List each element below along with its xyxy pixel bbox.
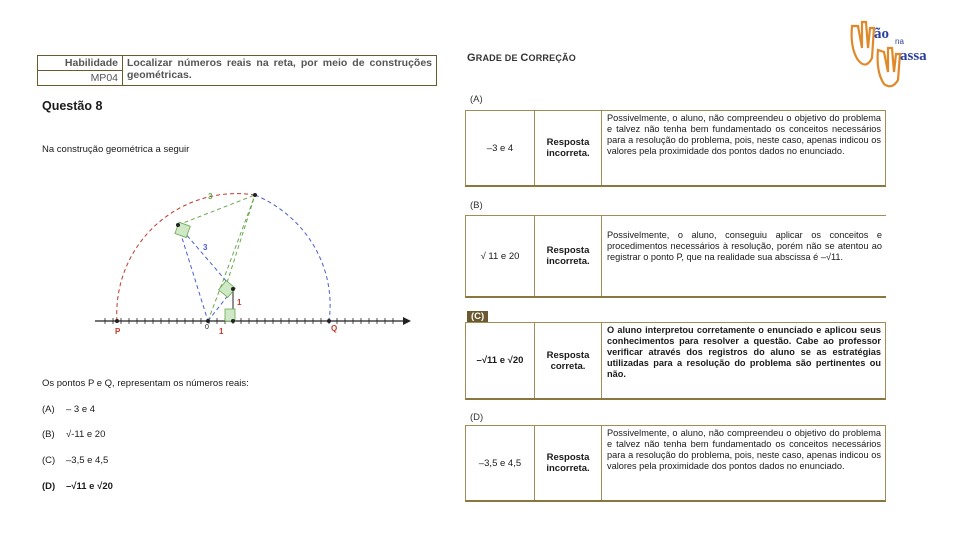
grade-letter-b: (B) — [470, 200, 483, 211]
option-d-text: –√11 e √20 — [66, 481, 113, 492]
habilidade-label: Habilidade — [38, 56, 123, 71]
option-d-label: (D) — [42, 481, 56, 492]
hand-icon-top — [852, 22, 874, 65]
point-upper-left — [176, 223, 180, 227]
grade-letter-a: (A) — [470, 94, 483, 105]
grade-row-b-verdict: Resposta incorreta. — [535, 216, 602, 296]
arc-right — [255, 195, 330, 321]
grade-row-b-comment: Possivelmente, o aluno, conseguiu aplicar os conceitos e procedimentos necessários à resolução, porém não se atentou ao registrar o ponto P, que na realidade sua abscissa é –√11. — [607, 230, 882, 262]
grade-row-a-comment: Possivelmente, o aluno, não compreendeu o objetivo do problema e talvez não tenha bem fundamentado os conceitos necessários para a resolução do problema, pois, neste caso, apenas indicou os valores pela proximidade dos pontos dados no enunciado. — [607, 113, 881, 156]
grade-row-d-verdict: Resposta incorreta. — [535, 426, 602, 500]
grade-row-b — [465, 215, 886, 298]
point-Q — [327, 319, 331, 323]
label-one-right: 1 — [237, 298, 242, 307]
label-three-top: 3 — [208, 192, 213, 201]
point-zero — [206, 319, 210, 323]
arc-left — [117, 194, 255, 321]
grade-row-c — [465, 322, 886, 400]
habilidade-table — [37, 55, 437, 86]
label-three-mid: 3 — [203, 243, 208, 252]
svg-text:assa: assa — [900, 48, 927, 64]
grade-row-c-comment: O aluno interpretou corretamente o enunciado e aplicou seus conhecimentos para resolver a questão. Cabe ao professor verificar através dos registros do aluno se as estratégias utilizadas para a resolução do problema são pertinentes ou não. — [607, 325, 881, 379]
grade-row-d-answer: –3,5 e 4,5 — [466, 426, 535, 500]
option-a[interactable] — [42, 404, 95, 415]
point-one — [231, 319, 235, 323]
grade-letter-c: (C) — [467, 311, 488, 322]
option-b[interactable] — [42, 429, 105, 440]
grade-row-a-answer: –3 e 4 — [466, 111, 535, 185]
number-line-arrow — [403, 317, 411, 325]
habilidade-text: Localizar números reais na reta, por meio de construções geométricas. — [123, 56, 437, 86]
hand-icon-bottom — [878, 48, 900, 86]
habilidade-code: MP04 — [38, 71, 123, 86]
grade-row-b-answer: √ 11 e 20 — [466, 216, 535, 296]
blue-line-2 — [178, 225, 208, 321]
option-c-label: (C) — [42, 455, 56, 466]
grade-row-d — [465, 425, 886, 502]
option-a-label: (A) — [42, 404, 55, 415]
geometric-construction-figure — [95, 185, 415, 350]
mao-na-massa-logo — [848, 18, 938, 93]
grade-title: GRADE DE CORREÇÃO — [467, 52, 576, 64]
question-intro: Na construção geométrica a seguir — [42, 144, 190, 155]
grade-letter-d: (D) — [470, 412, 484, 423]
svg-text:ão: ão — [874, 26, 889, 42]
question-title: Questão 8 — [42, 99, 103, 113]
option-d[interactable] — [42, 481, 113, 492]
label-P: P — [115, 327, 121, 336]
grade-row-c-verdict: Resposta correta. — [535, 323, 602, 398]
green-inner-line — [225, 195, 255, 289]
grade-row-c-answer: –√11 e √20 — [466, 323, 535, 398]
point-top — [253, 193, 257, 197]
grade-row-d-comment: Possivelmente, o aluno, não compreendeu o objetivo do problema e talvez não tenha bem fundamentado os conceitos necessários para a resolução do problema, pois, neste caso, apenas indicou os valores pela proximidade dos pontos dados no enunciado. — [607, 428, 881, 471]
label-Q: Q — [331, 324, 338, 333]
label-one-bottom: 1 — [219, 327, 224, 336]
option-a-text: – 3 e 4 — [66, 404, 96, 415]
grade-row-a-verdict: Resposta incorreta. — [535, 111, 602, 185]
green-top-line — [178, 195, 255, 225]
question-statement: Os pontos P e Q, representam os números reais: — [42, 378, 249, 389]
green-diagonal-line — [208, 195, 255, 321]
grade-row-a — [465, 110, 886, 187]
option-c-text: –3,5 e 4,5 — [66, 455, 109, 466]
option-c[interactable] — [42, 455, 108, 466]
option-b-label: (B) — [42, 429, 55, 440]
option-b-text: √-11 e 20 — [66, 429, 106, 440]
point-P — [115, 319, 119, 323]
svg-text:na: na — [895, 37, 904, 46]
point-middle — [231, 287, 235, 291]
label-zero: 0 — [205, 324, 209, 331]
